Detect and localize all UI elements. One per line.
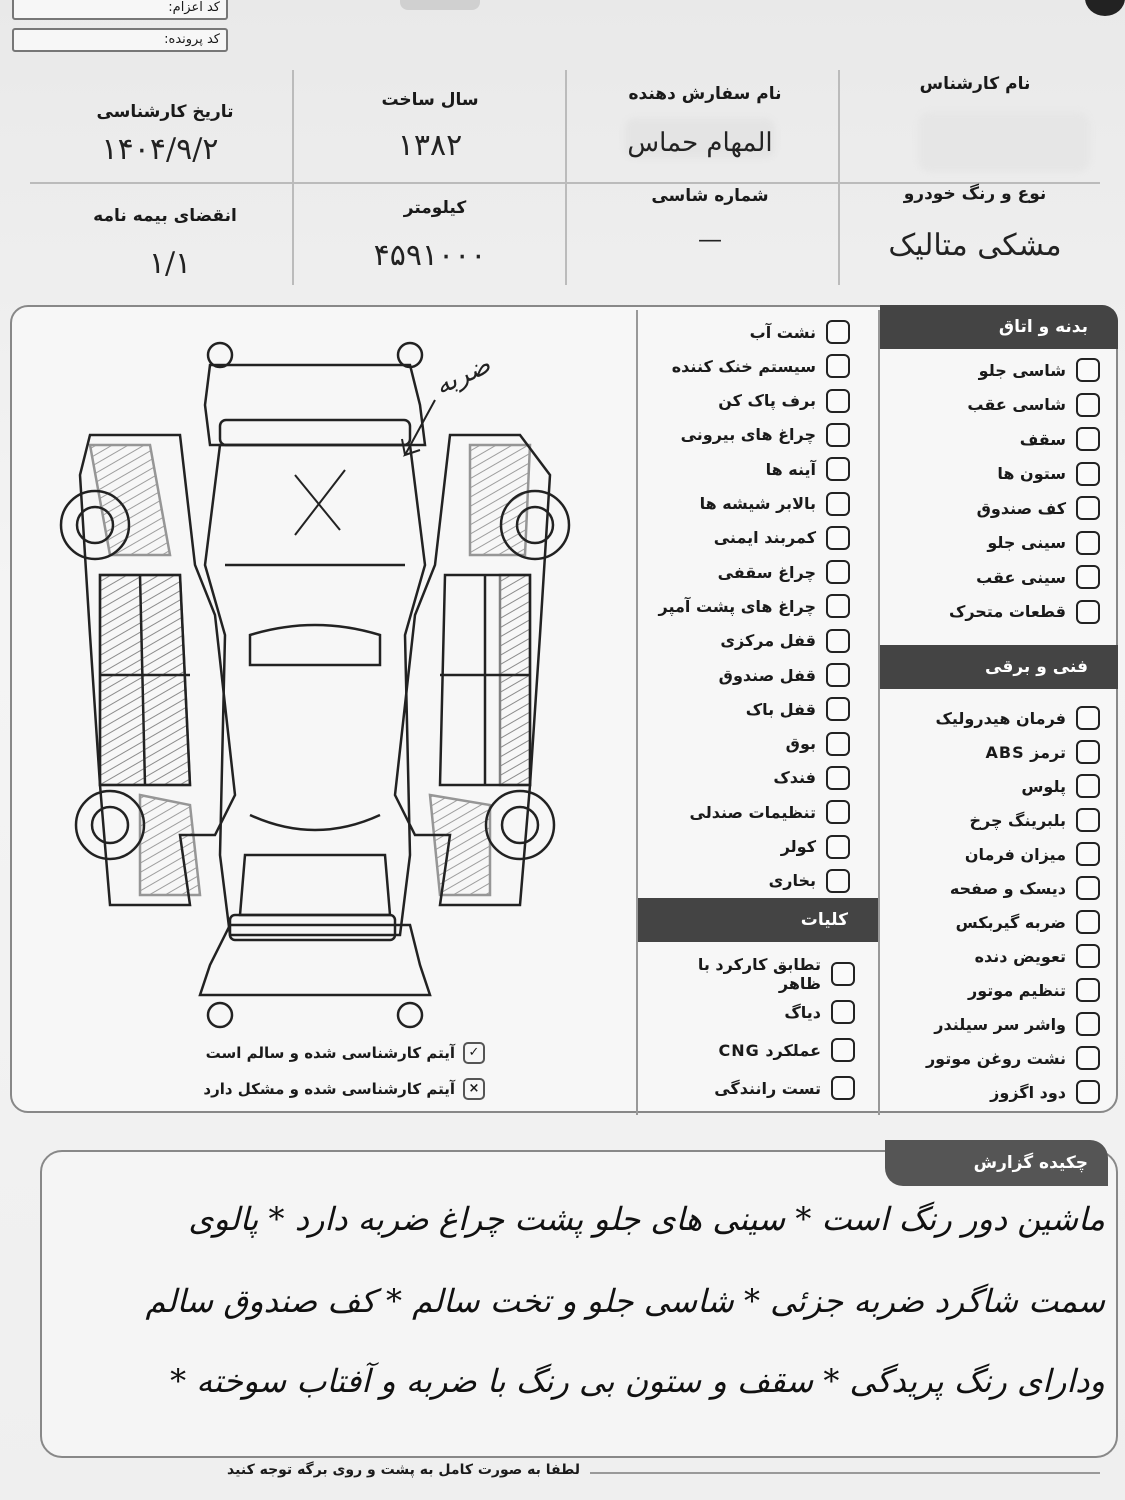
chassis-number-label: شماره شاسی	[651, 186, 769, 206]
checkbox[interactable]	[1076, 496, 1100, 520]
insurance-expiry-label: انقضای بیمه نامه	[93, 206, 237, 226]
checklist-item[interactable]	[895, 1078, 1100, 1106]
checklist-item[interactable]	[895, 704, 1100, 732]
kilometer-label: کیلومتر	[403, 198, 467, 218]
checklist-item[interactable]	[650, 867, 850, 895]
checklist-item[interactable]	[650, 490, 850, 518]
kilometer-value: ۴۵۹۱۰۰۰	[373, 238, 487, 273]
build-year-label: سال ساخت	[381, 90, 479, 110]
legend-problem	[190, 1078, 485, 1100]
checklist-item[interactable]	[655, 1074, 855, 1102]
checklist-item-label: تطابق کارکرد با ظاهر	[697, 955, 821, 993]
checklist-item[interactable]	[895, 598, 1100, 626]
checklist-item-label: میزان فرمان	[964, 844, 1066, 864]
file-code-field[interactable]	[12, 28, 228, 52]
inspection-date-label: تاریخ کارشناسی	[96, 102, 234, 122]
checklist-item[interactable]	[650, 695, 850, 723]
checklist-item[interactable]	[895, 1044, 1100, 1072]
checklist-item-label: شاسی جلو	[978, 360, 1066, 380]
checkbox[interactable]	[826, 526, 850, 550]
legend-problem-text: آیتم کارشناسی شده و مشکل دارد	[203, 1080, 455, 1098]
general-section-header: کلیات	[638, 898, 878, 942]
roof-outline	[205, 445, 425, 935]
inspection-date-value: ۱۴۰۴/۹/۲	[101, 132, 219, 167]
dispatch-code-label: کد اعزام:	[168, 0, 220, 15]
redacted-expert-name	[918, 112, 1090, 172]
checkbox[interactable]	[826, 697, 850, 721]
checkbox[interactable]	[826, 835, 850, 859]
checklist-item-label: دیسک و صفحه	[949, 878, 1066, 898]
requester-name-value: المهام حماس	[627, 128, 773, 158]
checklist-item-label: پلوس	[1021, 776, 1066, 796]
checkbox[interactable]	[831, 1076, 855, 1100]
checkbox[interactable]	[1076, 1046, 1100, 1070]
checklist-item-label: چراغ های پشت آمپر	[658, 596, 816, 616]
checklist-item[interactable]	[895, 460, 1100, 488]
checkbox[interactable]	[826, 320, 850, 344]
checklist-item-label: نشت آب	[749, 322, 816, 342]
checklist-item[interactable]	[655, 998, 855, 1026]
checklist-item-label: سینی عقب	[976, 567, 1066, 587]
summary-line-1: ماشین دور رنگ است * سینی های جلو پشت چراغ ضربه دارد * پالوی	[188, 1200, 1105, 1238]
checklist-item-label: چراغ های بیرونی	[680, 425, 816, 445]
file-code-label: کد پرونده:	[164, 32, 220, 47]
checklist-item-label: سینی جلو	[987, 533, 1066, 552]
checklist-item[interactable]	[895, 772, 1100, 800]
checklist-item-label: فرمان هیدرولیک	[935, 708, 1066, 728]
checklist-item-label: قطعات متحرک	[948, 602, 1066, 621]
checkbox[interactable]	[1076, 358, 1100, 382]
vehicle-type-color-label: نوع و رنگ خودرو	[903, 184, 1047, 204]
checklist-item[interactable]	[895, 563, 1100, 591]
checklist-item[interactable]	[895, 425, 1100, 453]
checkbox[interactable]	[1076, 910, 1100, 934]
checklist-item-label: سقف	[1019, 429, 1066, 449]
checklist-item[interactable]	[650, 764, 850, 792]
checklist-item-label: بلبرینگ چرخ	[969, 810, 1066, 830]
checklist-item[interactable]	[650, 833, 850, 861]
checkbox[interactable]	[826, 423, 850, 447]
legend-ok	[190, 1042, 485, 1064]
expert-name-label: نام کارشناس	[919, 74, 1031, 94]
build-year-value: ۱۳۸۲	[397, 128, 463, 163]
checklist-item-label: فندک	[773, 768, 816, 788]
checklist-item-label: عملکرد CNG	[718, 1040, 821, 1060]
checklist-item[interactable]	[895, 1010, 1100, 1038]
vehicle-type-color-value: مشکی متالیک	[888, 228, 1062, 263]
checkbox[interactable]	[1076, 808, 1100, 832]
checkbox[interactable]	[831, 1038, 855, 1062]
checkbox[interactable]	[1076, 565, 1100, 589]
checkbox[interactable]	[826, 457, 850, 481]
checklist-item[interactable]	[895, 529, 1100, 557]
checklist-item[interactable]	[895, 738, 1100, 766]
checkbox[interactable]	[826, 354, 850, 378]
summary-line-3: ودارای رنگ پریدگی * سقف و ستون بی رنگ با ضربه و آفتاب سوخته *	[170, 1362, 1105, 1400]
footer-rule	[590, 1472, 1100, 1474]
checklist-item[interactable]	[650, 455, 850, 483]
info-separator	[838, 70, 840, 285]
checklist-item-label: کمربند ایمنی	[713, 528, 816, 548]
checklist-item[interactable]	[650, 627, 850, 655]
checkbox[interactable]	[1076, 876, 1100, 900]
checkbox[interactable]	[826, 732, 850, 756]
checklist-item-label: سیستم خنک کننده	[671, 356, 816, 376]
checklist-item-label: شاسی عقب	[967, 395, 1066, 414]
checkbox[interactable]	[1076, 740, 1100, 764]
checklist-item-label: کف صندوق	[976, 498, 1066, 518]
checklist-item-label: تست رانندگی	[714, 1078, 821, 1098]
tech-section-header: فنی و برقی	[880, 645, 1118, 689]
checklist-item-label: قفل صندوق	[718, 665, 816, 685]
header-title-fragment	[400, 0, 480, 10]
info-separator	[565, 70, 567, 285]
front-bumper-outline	[205, 365, 425, 445]
checklist-item[interactable]	[655, 1036, 855, 1064]
checkbox[interactable]	[1076, 393, 1100, 417]
checklist-item-label: برف پاک کن	[718, 391, 816, 411]
check-icon: ✓	[463, 1042, 485, 1064]
checklist-item[interactable]	[650, 661, 850, 689]
checkbox[interactable]	[1076, 427, 1100, 451]
checklist-item-label: کولر	[780, 837, 816, 856]
checklist-item-label: قفل باک	[745, 699, 816, 719]
checkbox[interactable]	[826, 766, 850, 790]
checklist-item[interactable]	[650, 387, 850, 415]
checklist-item[interactable]	[895, 942, 1100, 970]
checkbox[interactable]	[1076, 978, 1100, 1002]
checklist-item-label: تعویض دنده	[974, 946, 1066, 966]
checklist-item-label: نشت روغن موتور	[925, 1048, 1066, 1068]
legend-ok-text: آیتم کارشناسی شده و سالم است	[205, 1044, 455, 1062]
checkbox[interactable]	[1076, 774, 1100, 798]
cross-icon: ×	[463, 1078, 485, 1100]
checklist-item-label: بخاری	[768, 871, 816, 891]
checklist-item[interactable]	[895, 874, 1100, 902]
checklist-item[interactable]	[650, 352, 850, 380]
checklist-item[interactable]	[650, 421, 850, 449]
panel-divider	[878, 310, 880, 1115]
checklist-item[interactable]	[650, 558, 850, 586]
checklist-item-label: قفل مرکزی	[720, 631, 816, 651]
checkbox[interactable]	[826, 629, 850, 653]
checkbox[interactable]	[831, 1000, 855, 1024]
checkbox[interactable]	[1076, 944, 1100, 968]
checkbox[interactable]	[1076, 462, 1100, 486]
chassis-number-value: —	[698, 225, 722, 253]
header-logo-fragment	[1085, 0, 1125, 16]
summary-line-2: سمت شاگرد ضربه جزئی * شاسی جلو و تخت سالم * کف صندوق سالم	[145, 1282, 1105, 1320]
checklist-item-label: تنظیمات صندلی	[689, 802, 816, 822]
dispatch-code-field[interactable]	[12, 0, 228, 20]
checklist-item[interactable]	[895, 356, 1100, 384]
body-section-header: بدنه و اتاق	[880, 305, 1118, 349]
checkbox[interactable]	[1076, 706, 1100, 730]
checklist-item[interactable]	[895, 494, 1100, 522]
checklist-item[interactable]	[650, 524, 850, 552]
checkbox[interactable]	[826, 389, 850, 413]
car-damage-diagram	[30, 335, 620, 1035]
checklist-item[interactable]	[895, 976, 1100, 1004]
checkbox[interactable]	[831, 962, 855, 986]
damage-annotation: ضربه	[430, 349, 496, 402]
requester-name-label: نام سفارش دهنده	[628, 84, 782, 104]
checklist-item-label: دیاگ	[784, 1002, 821, 1022]
checkbox[interactable]	[826, 560, 850, 584]
checkbox[interactable]	[826, 594, 850, 618]
checklist-item[interactable]	[895, 806, 1100, 834]
checkbox[interactable]	[826, 869, 850, 893]
checklist-item[interactable]	[650, 798, 850, 826]
checklist-item[interactable]	[650, 318, 850, 346]
checklist-item-label: چراغ سقفی	[717, 562, 816, 582]
checklist-item-label: آینه ها	[765, 459, 816, 479]
checkbox[interactable]	[1076, 1080, 1100, 1104]
checklist-item[interactable]	[895, 840, 1100, 868]
checkbox[interactable]	[1076, 600, 1100, 624]
checkbox[interactable]	[826, 800, 850, 824]
checklist-item[interactable]	[650, 592, 850, 620]
checklist-item-label: ترمز ABS	[985, 742, 1066, 762]
checklist-item-label: بوق	[785, 734, 816, 754]
checklist-item-label: ضربه گیربکس	[955, 912, 1066, 932]
checkbox[interactable]	[1076, 1012, 1100, 1036]
checkbox[interactable]	[1076, 531, 1100, 555]
panel-divider	[636, 310, 638, 1115]
footer-note: لطفا به صورت کامل به پشت و روی برگه توجه کنید	[227, 1462, 580, 1478]
checkbox[interactable]	[826, 663, 850, 687]
checkbox[interactable]	[1076, 842, 1100, 866]
checkbox[interactable]	[826, 492, 850, 516]
checklist-item-label: بالابر شیشه ها	[699, 494, 816, 513]
checklist-item-label: واشر سر سیلندر	[934, 1014, 1066, 1034]
checklist-item[interactable]	[895, 908, 1100, 936]
checklist-item[interactable]	[895, 391, 1100, 419]
insurance-expiry-value: ۱/۱	[148, 246, 192, 281]
checklist-item[interactable]	[650, 730, 850, 758]
checklist-item[interactable]	[655, 955, 855, 993]
checklist-item-label: دود اگزوز	[990, 1082, 1066, 1102]
checklist-item-label: تنظیم موتور	[968, 980, 1066, 1000]
summary-header: چکیده گزارش	[885, 1140, 1108, 1186]
checklist-item-label: ستون ها	[997, 464, 1066, 483]
info-separator	[292, 70, 294, 285]
